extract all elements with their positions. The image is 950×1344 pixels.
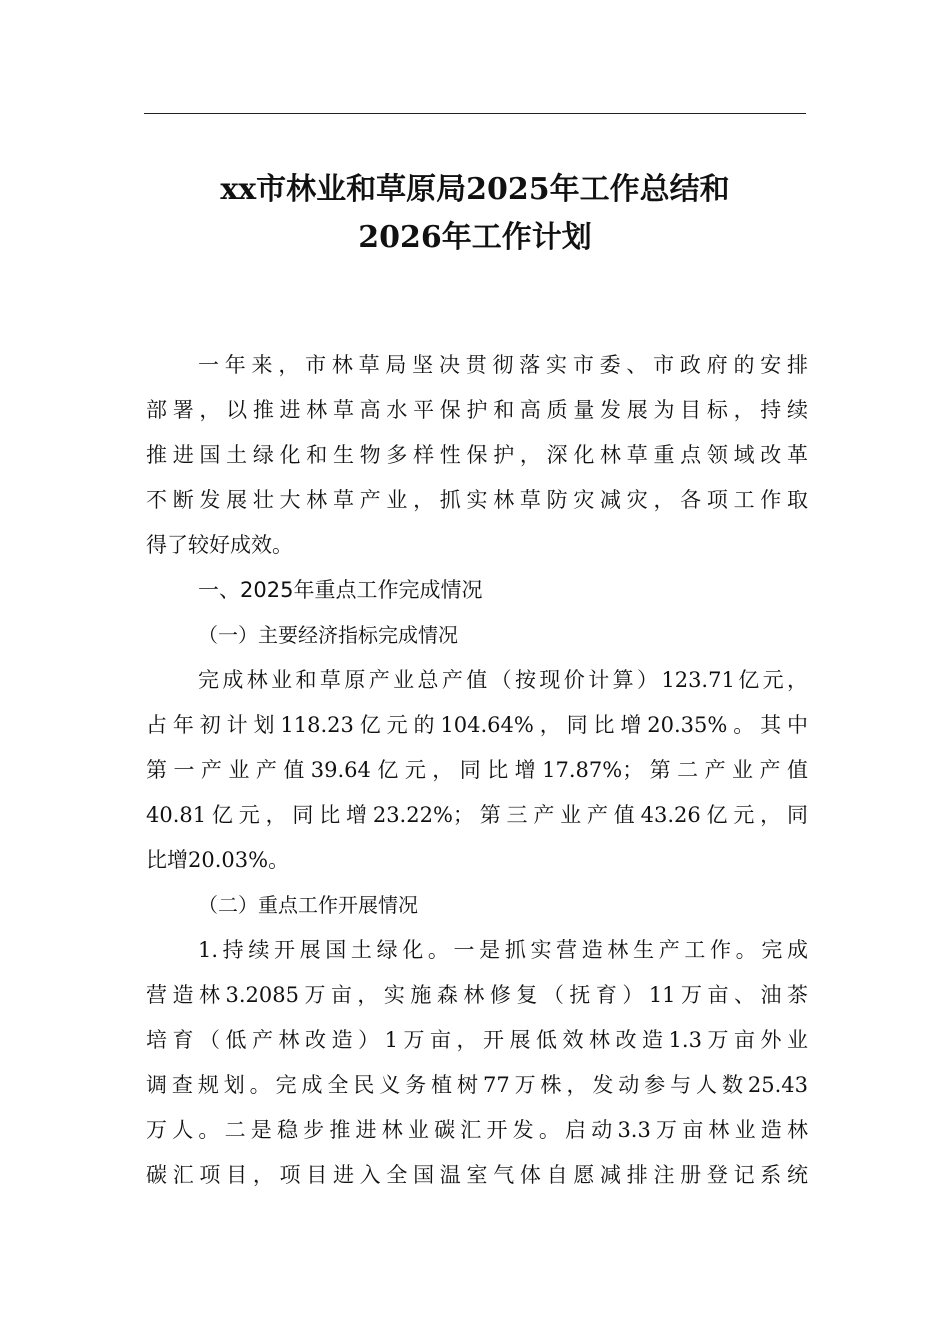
paragraph-line: 40.81亿元，同比增23.22%；第三产业产值43.26亿元，同 xyxy=(146,803,808,827)
paragraph-line: 培育（低产林改造）1万亩，开展低效林改造1.3万亩外业 xyxy=(146,1028,808,1052)
intro-line: 部署，以推进林草高水平保护和高质量发展为目标，持续 xyxy=(146,398,808,422)
document-title xyxy=(120,166,830,262)
paragraph-line: 调查规划。完成全民义务植树77万株，发动参与人数25.43 xyxy=(146,1073,808,1097)
intro-paragraph xyxy=(146,343,808,568)
paragraph-line: 1.持续开展国土绿化。一是抓实营造林生产工作。完成 xyxy=(198,938,808,962)
paragraph-line: 万人。二是稳步推进林业碳汇开发。启动3.3万亩林业造林 xyxy=(146,1118,808,1142)
header-rule xyxy=(144,113,806,114)
title-line-1: xx市林业和草原局2025年工作总结和 xyxy=(220,172,730,207)
section-heading: 一、2025年重点工作完成情况 xyxy=(198,578,483,602)
paragraph-line: 碳汇项目，项目进入全国温室气体自愿减排注册登记系统 xyxy=(146,1163,808,1187)
paragraph-line: 营造林3.2085万亩，实施森林修复（抚育）11万亩、油茶 xyxy=(146,983,808,1007)
subsection-heading: （一）主要经济指标完成情况 xyxy=(198,623,458,647)
work-paragraph xyxy=(146,928,808,1198)
paragraph-line: 占年初计划118.23亿元的104.64%，同比增20.35%。其中 xyxy=(146,713,808,737)
paragraph-line: 比增20.03%。 xyxy=(146,848,290,872)
intro-line: 得了较好成效。 xyxy=(146,533,293,557)
paragraph-line: 完成林业和草原产业总产值（按现价计算）123.71亿元， xyxy=(198,668,808,692)
intro-line: 一年来，市林草局坚决贯彻落实市委、市政府的安排 xyxy=(198,353,808,377)
document-body xyxy=(146,343,808,1198)
paragraph-line: 第一产业产值39.64亿元，同比增17.87%；第二产业产值 xyxy=(146,758,808,782)
title-line-2: 2026年工作计划 xyxy=(358,220,592,255)
intro-line: 不断发展壮大林草产业，抓实林草防灾减灾，各项工作取 xyxy=(146,488,808,512)
subsection-heading: （二）重点工作开展情况 xyxy=(198,893,418,917)
intro-line: 推进国土绿化和生物多样性保护，深化林草重点领域改革 xyxy=(146,443,808,467)
indicators-paragraph xyxy=(146,658,808,883)
